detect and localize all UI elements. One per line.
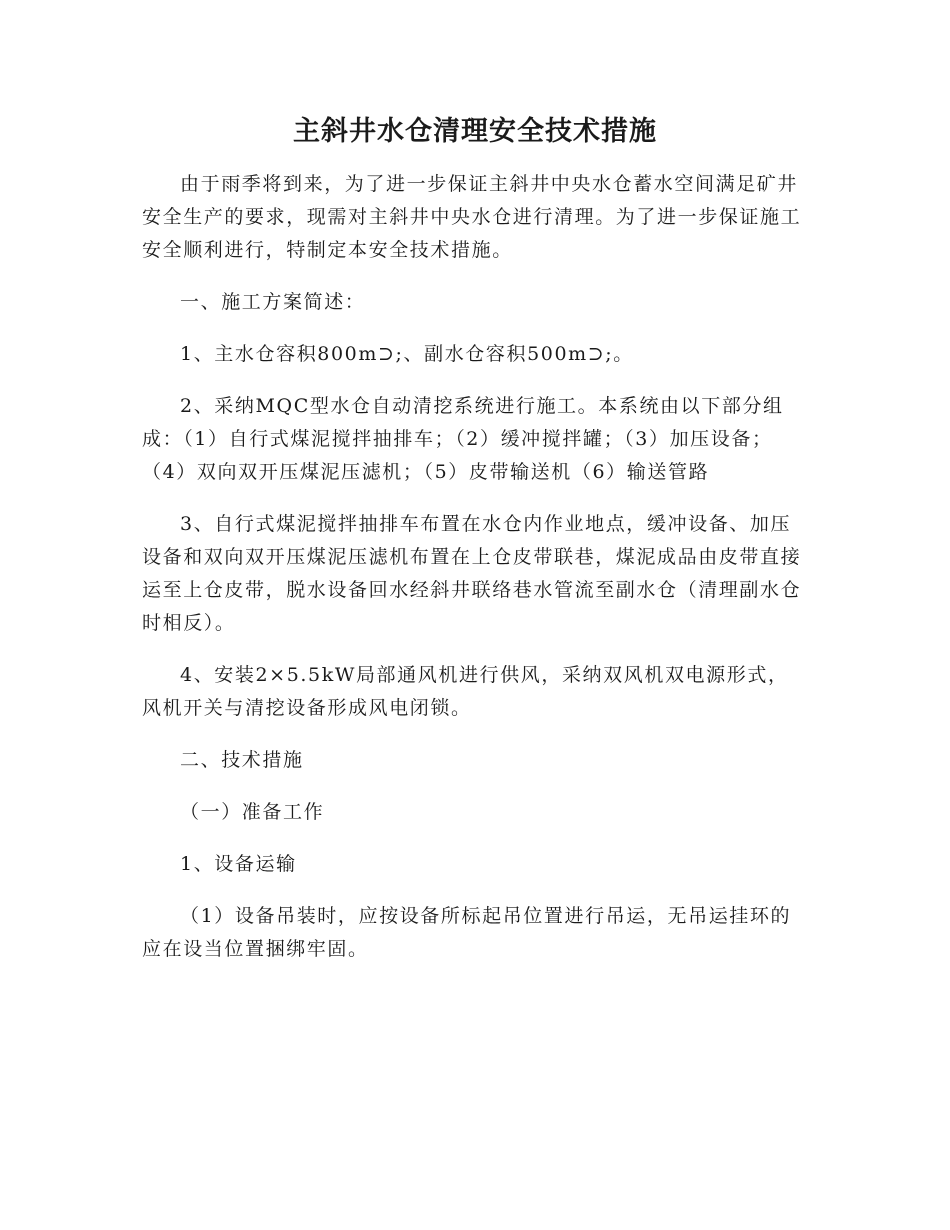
- paragraph-lifting: （1）设备吊装时，应按设备所标起吊位置进行吊运，无吊运挂环的应在设当位置捆绑牢固。: [142, 905, 792, 960]
- subheading-equipment-transport: 1、设备运输: [180, 853, 297, 875]
- heading-section-1: 一、施工方案简述：: [180, 291, 366, 313]
- paragraph-item-2: 2、采纳MQC型水仓自动清挖系统进行施工。本系统由以下部分组成：（1）自行式煤泥搅拌抽排车；（2）缓冲搅拌罐；（3）加压设备；（4）双向双开压煤泥压滤机；（5）皮带输送机（6）输送管路: [142, 395, 784, 483]
- heading-section-2: 二、技术措施: [180, 749, 304, 771]
- document-body: [142, 168, 806, 985]
- paragraph-item-3: 3、自行式煤泥搅拌抽排车布置在水仓内作业地点，缓冲设备、加压设备和双向双开压煤泥压滤机布置在上仓皮带联巷，煤泥成品由皮带直接运至上仓皮带，脱水设备回水经斜井联络巷水管流至副水仓（清理副水仓时相反）。: [142, 513, 802, 634]
- subheading-preparation: （一）准备工作: [180, 801, 325, 823]
- paragraph-intro: 由于雨季将到来，为了进一步保证主斜井中央水仓蓄水空间满足矿井安全生产的要求，现需对主斜井中央水仓进行清理。为了进一步保证施工安全顺利进行，特制定本安全技术措施。: [142, 173, 802, 261]
- paragraph-item-4: 4、安装2×5.5kW局部通风机进行供风，采纳双风机双电源形式，风机开关与清挖设备形成风电闭锁。: [142, 664, 789, 719]
- document-title: 主斜井水仓清理安全技术措施: [293, 116, 657, 147]
- paragraph-item-1: 1、主水仓容积800m⊃;、副水仓容积500m⊃;。: [180, 343, 634, 365]
